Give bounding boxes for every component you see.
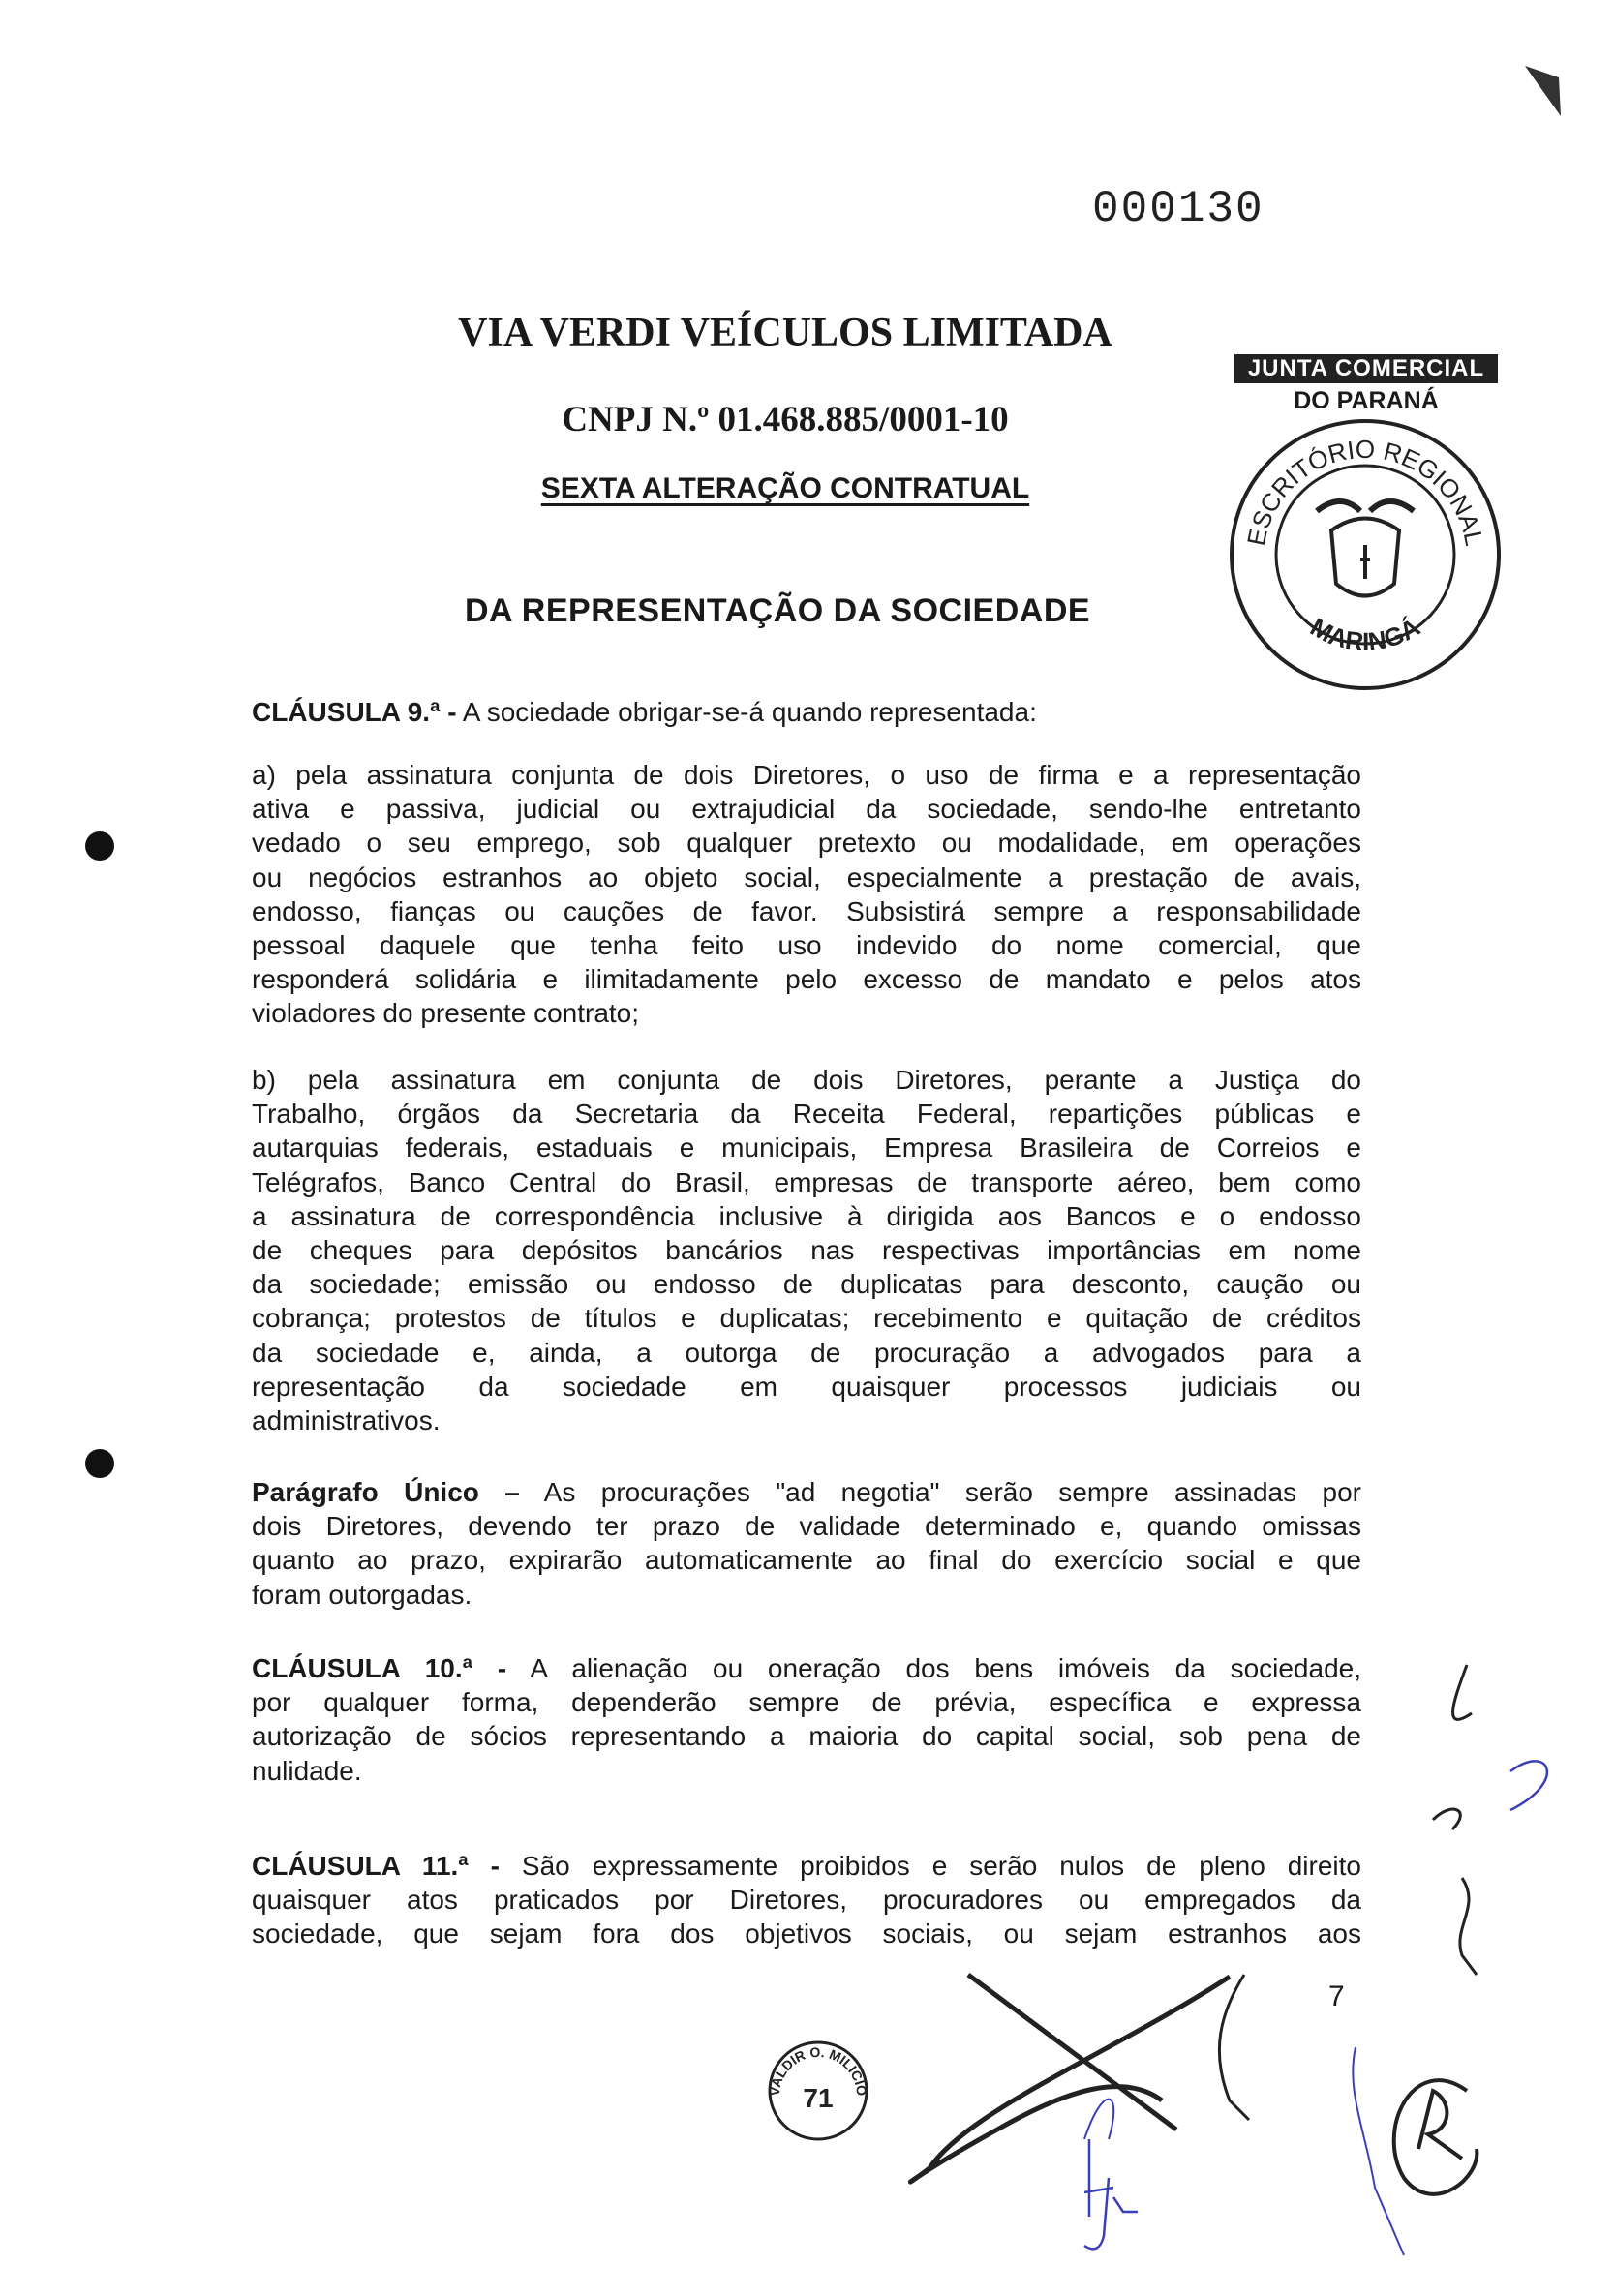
clause-10-line: por qualquer forma, dependerão sempre de prévia, específica e expressa (252, 1687, 1361, 1718)
item-b-line: da sociedade; emissão ou endosso de duplicatas para desconto, caução ou (252, 1269, 1361, 1300)
initials-right (1433, 1665, 1477, 1975)
seal-ring-top: ESCRITÓRIO REGIONAL (1240, 434, 1489, 549)
clause-11-line: quaisquer atos praticados por Diretores, procuradores ou empregados da (252, 1885, 1361, 1916)
section-heading: DA REPRESENTAÇÃO DA SOCIEDADE (465, 592, 1091, 629)
signature-black-2 (1219, 1975, 1249, 2120)
paragrafo-unico-label: Parágrafo Único – (252, 1477, 520, 1507)
paragrafo-unico-line: foram outorgadas. (252, 1579, 472, 1610)
stamp-junta-comercial: JUNTA COMERCIAL (1234, 354, 1498, 383)
notary-name: VALDIR O. MILICIO (766, 2043, 870, 2097)
clause-10-line: autorização de sócios representando a maioria do capital social, sob pena de (252, 1721, 1361, 1752)
item-a-line: a) pela assinatura conjunta de dois Diretores, o uso de firma e a representação (252, 760, 1361, 790)
paragrafo-unico-line: dois Diretores, devendo ter prazo de validade determinado e, quando omissas (252, 1511, 1361, 1542)
page-number: 7 (1328, 1980, 1345, 2012)
item-a-line: ativa e passiva, judicial ou extrajudicial da sociedade, sendo-lhe entretanto (252, 794, 1361, 825)
clause-10-text: A alienação ou oneração dos bens imóveis da sociedade, (506, 1653, 1361, 1683)
clause-11-label: CLÁUSULA 11.ª - (252, 1851, 500, 1881)
paragrafo-unico-text: As procurações "ad negotia" serão sempre assinadas por (519, 1477, 1361, 1507)
signature-circle (1394, 2080, 1478, 2194)
amendment-title: SEXTA ALTERAÇÃO CONTRATUAL (540, 472, 1030, 504)
item-b-line: Telégrafos, Banco Central do Brasil, empresas de transporte aéreo, bem como (252, 1166, 1361, 1197)
item-a-line: ou negócios estranhos ao objeto social, especialmente a prestação de avais, (252, 861, 1361, 892)
clause-11-text: São expressamente proibidos e serão nulos de pleno direito (499, 1851, 1361, 1881)
item-a-line: pessoal daquele que tenha feito uso indevido do nome comercial, que (252, 929, 1361, 960)
cnpj: CNPJ N.º 01.468.885/0001-10 (562, 400, 1009, 439)
notary-number: 71 (803, 2083, 834, 2113)
paragrafo-unico-line: quanto ao prazo, expirarão automaticamente ao final do exercício social e que (252, 1545, 1361, 1576)
stamp-do-parana: DO PARANÁ (1294, 387, 1439, 414)
clause-10-label: CLÁUSULA 10.ª - (252, 1653, 507, 1683)
item-a-line: responderá solidária e ilimitadamente pelo excesso de mandato e pelos atos (252, 964, 1361, 995)
item-a-line: violadores do presente contrato; (252, 998, 640, 1029)
item-b-line: a assinatura de correspondência inclusive à dirigida aos Bancos e o endosso (252, 1200, 1361, 1231)
document-number: 000130 (1092, 184, 1265, 234)
item-b-line: autarquias federais, estaduais e municipais, Empresa Brasileira de Correios e (252, 1133, 1361, 1163)
item-b-line: b) pela assinatura em conjunta de dois Diretores, perante a Justiça do (252, 1065, 1361, 1095)
company-name: VIA VERDI VEÍCULOS LIMITADA (458, 311, 1112, 355)
item-b-line: representação da sociedade em quaisquer processos judiciais ou (252, 1371, 1361, 1402)
clause-10-line: nulidade. (252, 1755, 362, 1786)
signature-blue-1 (1084, 2139, 1138, 2249)
seal-ring-bottom: MARINGÁ (1305, 612, 1425, 656)
clause-9-label: CLÁUSULA 9.ª - (252, 697, 457, 727)
item-b-line: da sociedade e, ainda, a outorga de procuração a advogados para a (252, 1337, 1361, 1368)
item-a-line: endosso, fianças ou cauções de favor. Subsistirá sempre a responsabilidade (252, 895, 1361, 926)
initials-blue (1510, 1761, 1547, 1810)
item-b-line: cobrança; protestos de títulos e duplicatas; recebimento e quitação de créditos (252, 1303, 1361, 1334)
item-b-line: administrativos. (252, 1405, 441, 1435)
clause-9-text: A sociedade obrigar-se-á quando representada: (456, 697, 1037, 727)
clause-11-line: sociedade, que sejam fora dos objetivos sociais, ou sejam estranhos aos (252, 1918, 1361, 1949)
signature-blue-2 (1084, 2047, 1404, 2255)
signature-black (910, 1975, 1230, 2182)
item-b-line: Trabalho, órgãos da Secretaria da Receita Federal, repartições públicas e (252, 1099, 1361, 1130)
item-a-line: vedado o seu emprego, sob qualquer pretexto ou modalidade, em operações (252, 828, 1361, 859)
item-b-line: de cheques para depósitos bancários nas respectivas importâncias em nome (252, 1234, 1361, 1265)
